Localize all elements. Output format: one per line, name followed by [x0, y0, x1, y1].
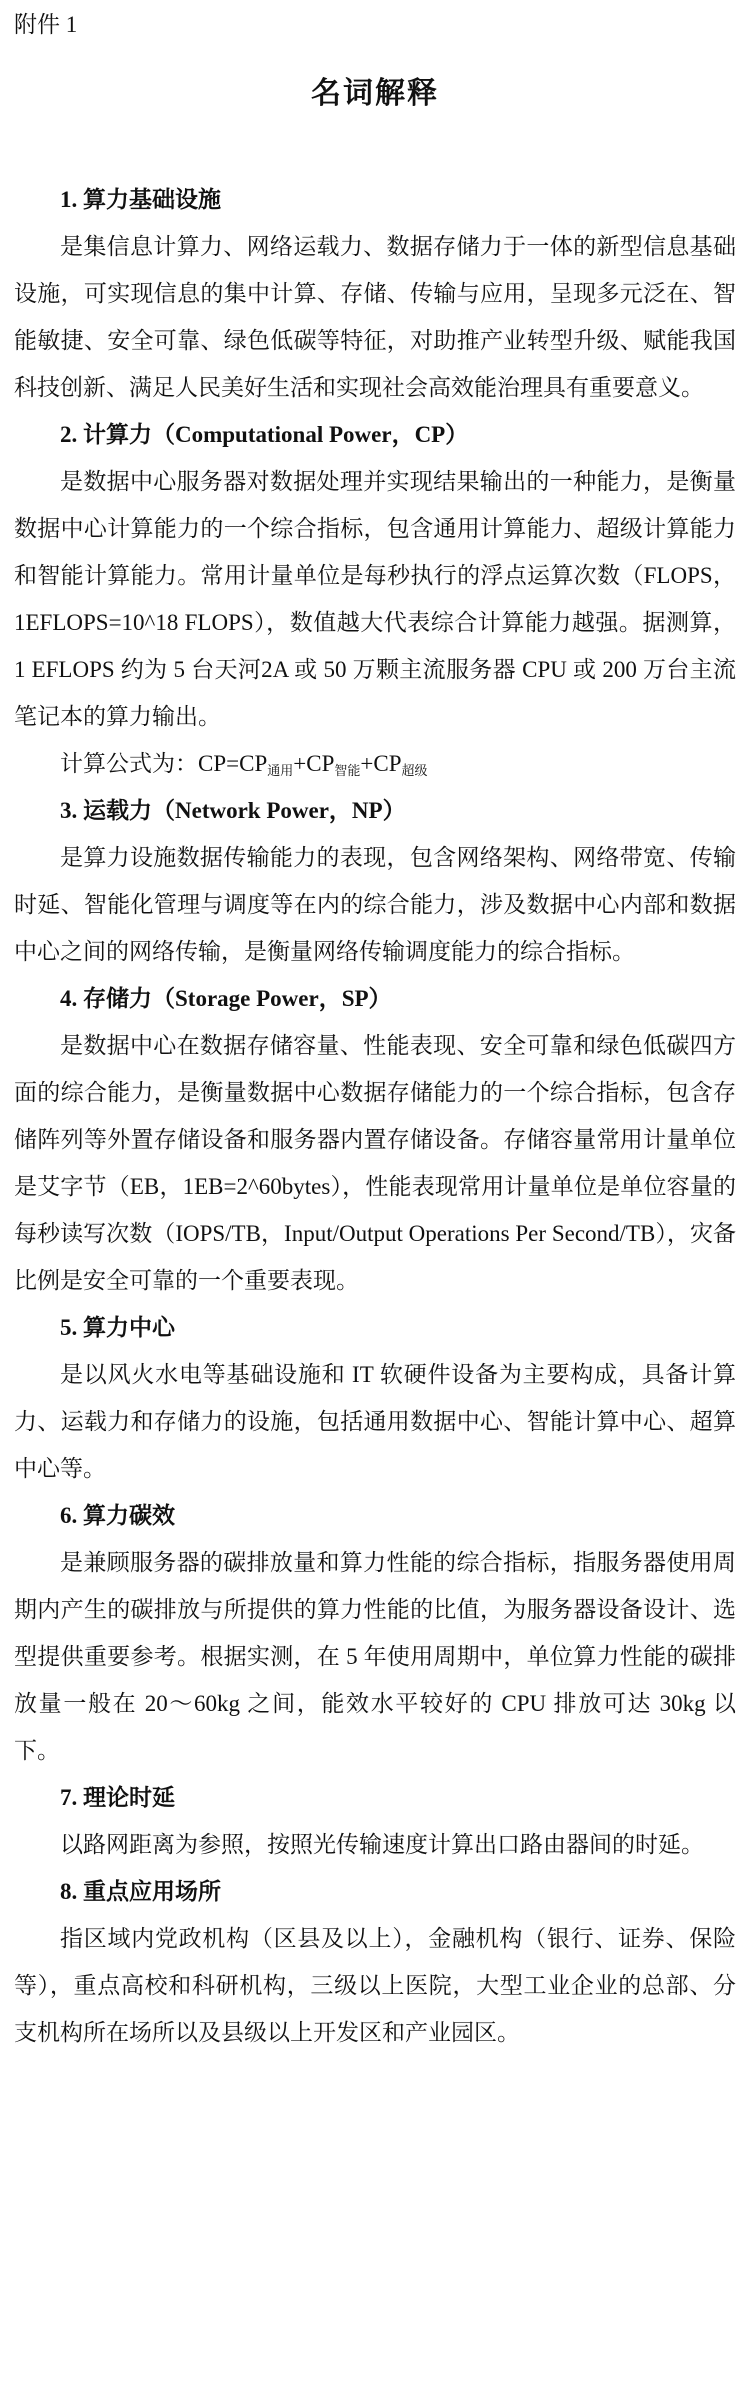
formula-subscript-intelligent: 智能 — [334, 763, 361, 778]
cp-formula-line — [14, 740, 736, 787]
formula-subscript-super: 超级 — [401, 763, 428, 778]
section-1-heading: 1. 算力基础设施 — [60, 187, 221, 212]
section-6-heading: 6. 算力碳效 — [60, 1503, 175, 1528]
formula-plus-2: +CP — [360, 751, 402, 776]
section-4-body: 是数据中心在数据存储容量、性能表现、安全可靠和绿色低碳四方面的综合能力，是衡量数据中心数据存储能力的一个综合指标，包含存储阵列等外置存储设备和服务器内置存储设备。存储容量常用计量单位是艾字节（EB，1EB=2^60bytes），性能表现常用计量单位是单位容量的每秒读写次数（IOPS/TB，Input/Output Operations Per Second/TB），灾备比例是安全可靠的一个重要表现。 — [14, 1033, 736, 1293]
section-6-body: 是兼顾服务器的碳排放量和算力性能的综合指标，指服务器使用周期内产生的碳排放与所提供的算力性能的比值，为服务器设备设计、选型提供重要参考。根据实测，在 5 年使用周期中，单位算力性能的碳排放量一般在 20～60kg 之间，能效水平较好的 CPU 排放可达 30kg 以下。 — [14, 1550, 736, 1763]
section-3-heading: 3. 运载力（Network Power，NP） — [60, 798, 406, 823]
section-1-body: 是集信息计算力、网络运载力、数据存储力于一体的新型信息基础设施，可实现信息的集中计算、存储、传输与应用，呈现多元泛在、智能敏捷、安全可靠、绿色低碳等特征，对助推产业转型升级、赋能我国科技创新、满足人民美好生活和实现社会高效能治理具有重要意义。 — [14, 234, 736, 400]
formula-subscript-general: 通用 — [267, 763, 294, 778]
section-2-body: 是数据中心服务器对数据处理并实现结果输出的一种能力，是衡量数据中心计算能力的一个综合指标，包含通用计算能力、超级计算能力和智能计算能力。常用计量单位是每秒执行的浮点运算次数（FLOPS，1EFLOPS=10^18 FLOPS），数值越大代表综合计算能力越强。据测算，1 EFLOPS 约为 5 台天河2A 或 50 万颗主流服务器 CPU 或 200 万台主流笔记本的算力输出。 — [14, 469, 736, 729]
attachment-label: 附件 1 — [14, 12, 78, 37]
formula-label: 计算公式为： — [60, 751, 198, 776]
section-3-body: 是算力设施数据传输能力的表现，包含网络架构、网络带宽、传输时延、智能化管理与调度等在内的综合能力，涉及数据中心内部和数据中心之间的网络传输，是衡量网络传输调度能力的综合指标。 — [14, 845, 736, 964]
document-title: 名词解释 — [311, 77, 439, 110]
section-5-heading: 5. 算力中心 — [60, 1315, 175, 1340]
formula-base: CP=CP — [198, 751, 268, 776]
section-7-heading: 7. 理论时延 — [60, 1785, 175, 1810]
section-5-body: 是以风火水电等基础设施和 IT 软硬件设备为主要构成，具备计算力、运载力和存储力的设施，包括通用数据中心、智能计算中心、超算中心等。 — [14, 1362, 736, 1481]
section-8-heading: 8. 重点应用场所 — [60, 1879, 221, 1904]
section-8-body: 指区域内党政机构（区县及以上），金融机构（银行、证券、保险等），重点高校和科研机构，三级以上医院，大型工业企业的总部、分支机构所在场所以及县级以上开发区和产业园区。 — [14, 1926, 736, 2045]
section-2-heading: 2. 计算力（Computational Power，CP） — [60, 422, 469, 447]
formula-plus-1: +CP — [293, 751, 335, 776]
section-4-heading: 4. 存储力（Storage Power，SP） — [60, 986, 392, 1011]
section-7-body: 以路网距离为参照，按照光传输速度计算出口路由器间的时延。 — [60, 1832, 704, 1857]
